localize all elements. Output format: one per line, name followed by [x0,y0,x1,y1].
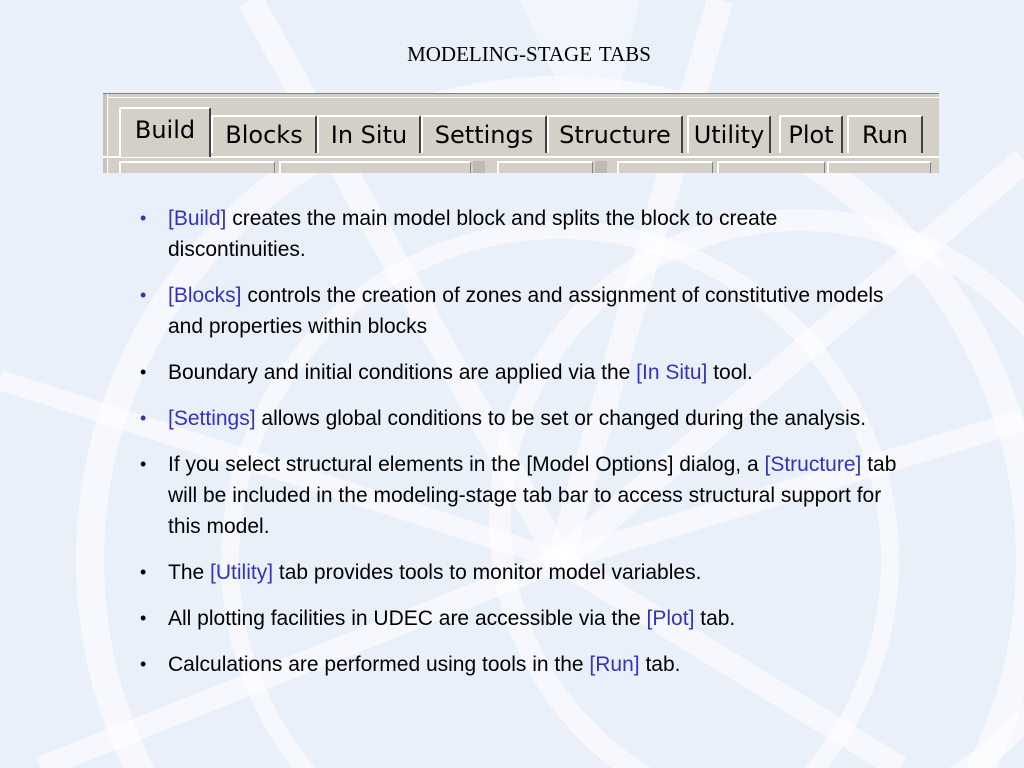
toolbar-separator [473,161,485,173]
toolbar-button[interactable] [497,161,593,173]
bullet-marker: • [140,208,147,228]
tab-in-situ[interactable]: In Situ [317,115,421,153]
tab-bar-screenshot [103,93,939,173]
bullet-list [140,203,900,680]
bullet-marker: • [140,362,147,382]
tab-reference: [Utility] [210,561,274,584]
toolbar-button[interactable] [279,161,471,173]
tab-build[interactable]: Build [119,107,211,157]
tab-reference: [Run] [589,653,640,676]
bullet-item: • [Build] creates the main model block and splits the block to create discontinuities. [140,203,900,265]
toolbar-button[interactable] [717,161,825,173]
bullet-marker: • [140,608,147,628]
bullet-marker: • [140,285,147,305]
bullet-marker: • [140,408,147,428]
tab-plot[interactable]: Plot [779,115,843,153]
tab-blocks[interactable]: Blocks [211,115,317,153]
tab-utility[interactable]: Utility [687,115,771,153]
toolbar-button[interactable] [617,161,713,173]
tab-structure[interactable]: Structure [547,115,683,153]
toolbar-separator [595,161,607,173]
bullet-item: • If you select structural elements in the [Model Options] dialog, a [Structure] tab will be included in the modeling-stage tab bar to access structural support for this model. [140,449,900,542]
tab-reference: [Structure] [764,453,862,476]
bullet-marker: • [140,562,147,582]
toolbar-button[interactable] [119,161,275,173]
bullet-item: • [Blocks] controls the creation of zones and assignment of constitutive models and properties within blocks [140,280,900,342]
tab-reference: [Blocks] [168,284,242,307]
tab-reference: [Settings] [168,407,256,430]
slide-title: MODELING-STAGE TABS [407,42,651,66]
bullet-item: • The [Utility] tab provides tools to monitor model variables. [140,557,900,588]
tab-reference: [In Situ] [636,361,708,384]
bullet-item: • [Settings] allows global conditions to be set or changed during the analysis. [140,403,900,434]
bullet-item: • All plotting facilities in UDEC are accessible via the [Plot] tab. [140,603,900,634]
bullet-marker: • [140,654,147,674]
bullet-item: • Calculations are performed using tools in the [Run] tab. [140,649,900,680]
bullet-item: • Boundary and initial conditions are applied via the [In Situ] tool. [140,357,900,388]
toolbar-button[interactable] [827,161,931,173]
tab-run[interactable]: Run [847,115,923,153]
tab-settings[interactable]: Settings [421,115,547,153]
tab-reference: [Build] [168,207,227,230]
tab-reference: [Plot] [646,607,695,630]
bullet-marker: • [140,454,147,474]
